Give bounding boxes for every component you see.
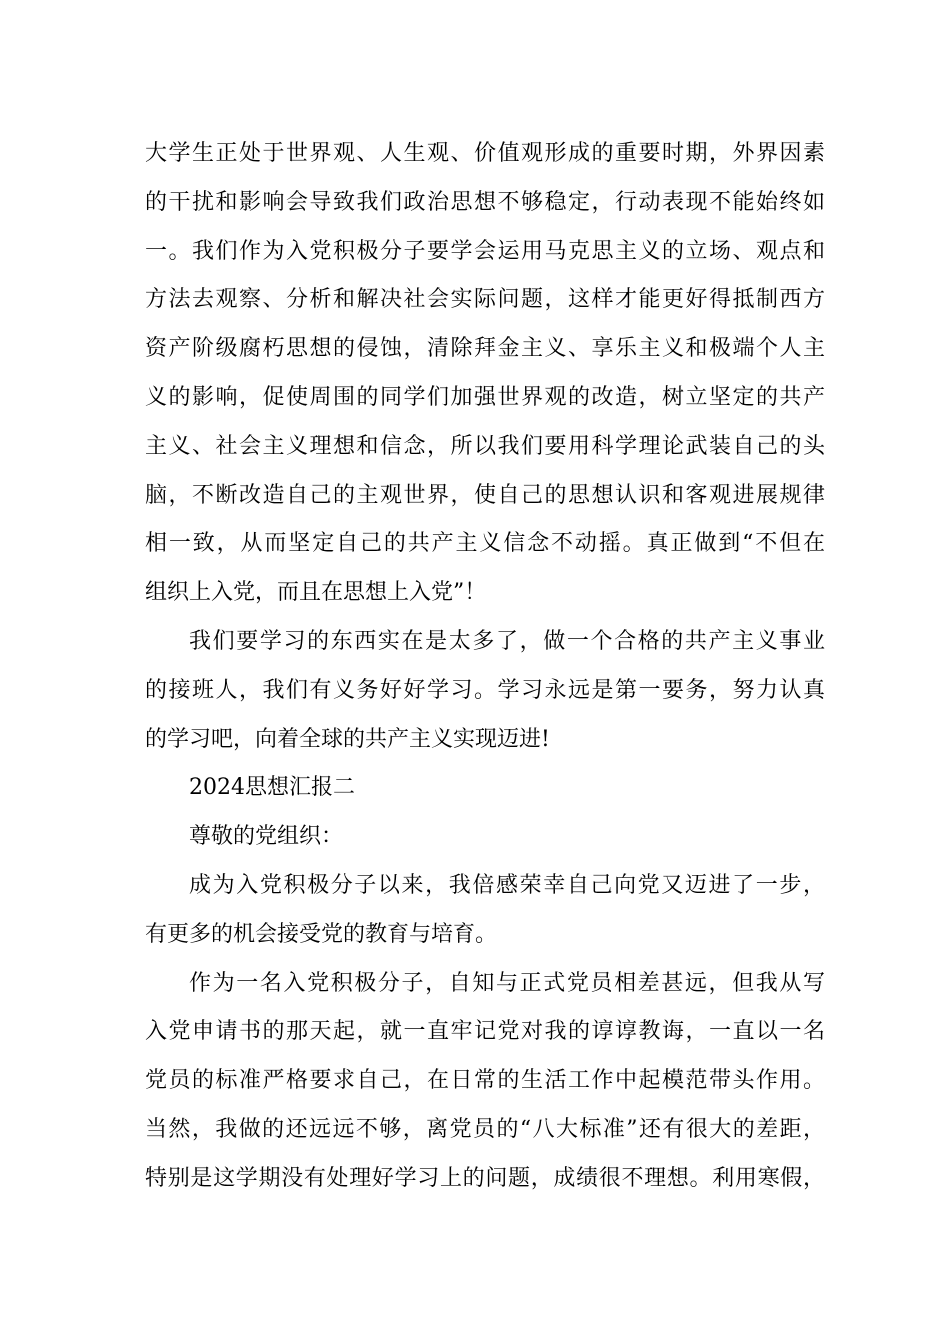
text-line: 相一致，从而坚定自己的共产主义信念不动摇。真正做到“不但在 xyxy=(145,531,825,557)
salutation: 尊敬的党组织： xyxy=(189,824,344,850)
text-line: 主义、社会主义理想和信念，所以我们要用科学理论武装自己的头 xyxy=(145,433,825,459)
paragraph-first-line: 作为一名入党积极分子，自知与正式党员相差甚远，但我从写 xyxy=(189,970,825,996)
text-line: 资产阶级腐朽思想的侵蚀，清除拜金主义、享乐主义和极端个人主 xyxy=(145,336,825,362)
paragraph-first-line: 我们要学习的东西实在是太多了，做一个合格的共产主义事业 xyxy=(189,628,825,654)
text-line: 入党申请书的那天起，就一直牢记党对我的谆谆教诲，一直以一名 xyxy=(145,1019,825,1045)
text-line: 脑，不断改造自己的主观世界，使自己的思想认识和客观进展规律 xyxy=(145,482,825,508)
text-line: 大学生正处于世界观、人生观、价值观形成的重要时期，外界因素 xyxy=(145,141,825,166)
text-line: 的干扰和影响会导致我们政治思想不够稳定，行动表现不能始终如 xyxy=(145,189,825,215)
section-heading: 2024思想汇报二 xyxy=(189,775,355,801)
document-page xyxy=(145,130,825,1204)
text-line: 特别是这学期没有处理好学习上的问题，成绩很不理想。利用寒假， xyxy=(145,1165,825,1191)
text-line: 义的影响，促使周围的同学们加强世界观的改造，树立坚定的共产 xyxy=(145,384,825,410)
text-line: 的学习吧，向着全球的共产主义实现迈进! xyxy=(145,726,550,752)
paragraph-first-line: 成为入党积极分子以来，我倍感荣幸自己向党又迈进了一步， xyxy=(189,872,825,898)
text-line: 的接班人，我们有义务好好学习。学习永远是第一要务，努力认真 xyxy=(145,677,825,703)
text-line: 组织上入党，而且在思想上入党”！ xyxy=(145,580,487,606)
text-line: 当然，我做的还远远不够，离党员的“八大标准”还有很大的差距， xyxy=(145,1116,825,1142)
text-line: 方法去观察、分析和解决社会实际问题，这样才能更好得抵制西方 xyxy=(145,287,825,313)
text-line: 有更多的机会接受党的教育与培育。 xyxy=(145,921,498,947)
text-line: 一。我们作为入党积极分子要学会运用马克思主义的立场、观点和 xyxy=(145,238,825,264)
text-line: 党员的标准严格要求自己，在日常的生活工作中起模范带头作用。 xyxy=(145,1068,825,1094)
